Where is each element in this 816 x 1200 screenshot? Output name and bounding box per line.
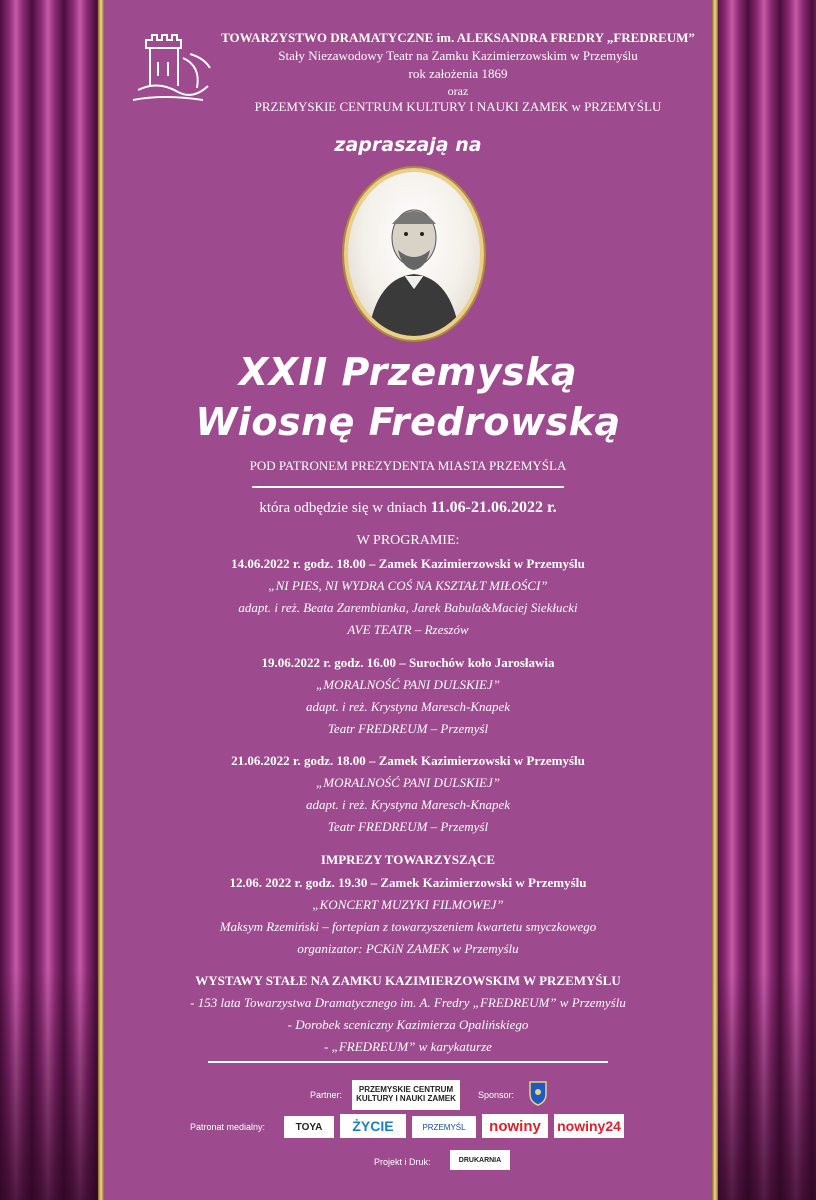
portrait-sketch-icon (348, 172, 480, 336)
divider-top (252, 486, 564, 488)
event-company: AVE TEATR – Rzeszów (347, 622, 469, 637)
side-event-title: „KONCERT MUZYKI FILMOWEJ” (312, 897, 504, 912)
side-events-heading: IMPREZY TOWARZYSZĄCE (320, 852, 496, 867)
fredro-portrait (344, 168, 484, 340)
media-logo-nowiny24: nowiny24 (554, 1114, 624, 1138)
exhibits-heading: WYSTAWY STAŁE NA ZAMKU KAZIMIERZOWSKIM W PRZEMYŚLU (195, 973, 621, 988)
header-line-4: oraz (447, 84, 469, 98)
side-event-credits: Maksym Rzemiński – fortepian z towarzyszeniem kwartetu smyczkowego (219, 919, 597, 934)
dates-value: 11.06-21.06.2022 r. (430, 499, 557, 516)
dates-line (104, 499, 712, 517)
event-when: 14.06.2022 r. godz. 18.00 – Zamek Kazimierzowski w Przemyślu (231, 556, 585, 571)
event-credits: adapt. i reż. Beata Zarembianka, Jarek Babula&Maciej Siekłucki (238, 600, 578, 615)
dates-prefix: która odbędzie się w dniach (259, 500, 431, 516)
side-event-when: 12.06. 2022 r. godz. 19.30 – Zamek Kazimierzowski w Przemyślu (229, 875, 587, 890)
sponsor-label: Sponsor: (478, 1090, 515, 1100)
festival-title-line-1: XXII Przemyską (238, 350, 578, 394)
partner-label: Partner: (310, 1090, 343, 1100)
print-logo: DRUKARNIA (450, 1150, 510, 1170)
patronage-text: POD PATRONEM PREZYDENTA MIASTA PRZEMYŚLA (249, 458, 567, 473)
invite-text: zapraszają na (334, 134, 482, 156)
event-company: Teatr FREDREUM – Przemyśl (327, 819, 489, 834)
exhibit-item: - Dorobek sceniczny Kazimierza Opalińskiego (287, 1017, 529, 1032)
curtain-right (716, 0, 816, 1200)
header-line-2: Stały Niezawodowy Teatr na Zamku Kazimierzowskim w Przemyślu (278, 48, 638, 63)
side-event-organizer: organizator: PCKiN ZAMEK w Przemyślu (297, 941, 519, 956)
media-logo-nowiny: nowiny (482, 1114, 548, 1138)
media-logo-zycie: ŻYCIE (340, 1114, 406, 1138)
city-crest-icon (528, 1078, 548, 1106)
event-company: Teatr FREDREUM – Przemyśl (327, 721, 489, 736)
media-logo-toya: TOYA (284, 1116, 334, 1138)
program-heading: W PROGRAMIE: (356, 533, 460, 548)
poster-panel (104, 0, 712, 1200)
header-line-3: rok założenia 1869 (408, 66, 508, 81)
media-label: Patronat medialny: (190, 1122, 266, 1132)
event-when: 19.06.2022 r. godz. 16.00 – Surochów koło Jarosławia (261, 655, 555, 670)
curtain-left (0, 0, 100, 1200)
event-title: „MORALNOŚĆ PANI DULSKIEJ” (316, 775, 500, 790)
partner-logo: PRZEMYSKIE CENTRUM KULTURY I NAUKI ZAMEK (352, 1080, 460, 1110)
event-credits: adapt. i reż. Krystyna Maresch-Knapek (305, 797, 511, 812)
exhibit-item: - 153 lata Towarzystwa Dramatycznego im. A. Fredry „FREDREUM” w Przemyślu (190, 995, 626, 1010)
festival-title-line-2: Wiosnę Fredrowską (195, 400, 621, 444)
gold-border-right (712, 0, 718, 1200)
event-title: „MORALNOŚĆ PANI DULSKIEJ” (316, 677, 500, 692)
divider-bottom (208, 1061, 608, 1063)
event-title: „NI PIES, NI WYDRA COŚ NA KSZTAŁT MIŁOŚCI” (268, 578, 548, 593)
event-credits: adapt. i reż. Krystyna Maresch-Knapek (305, 699, 511, 714)
exhibit-item: - „FREDREUM” w karykaturze (324, 1039, 492, 1054)
media-logo-przemysl: PRZEMYŚL (412, 1116, 476, 1138)
event-when: 21.06.2022 r. godz. 18.00 – Zamek Kazimierzowski w Przemyślu (231, 753, 585, 768)
header-line-1: TOWARZYSTWO DRAMATYCZNE im. ALEKSANDRA FREDRY „FREDREUM” (221, 30, 695, 45)
print-label: Projekt i Druk: (374, 1157, 431, 1167)
header-line-5: PRZEMYSKIE CENTRUM KULTURY I NAUKI ZAMEK w PRZEMYŚLU (254, 99, 662, 114)
